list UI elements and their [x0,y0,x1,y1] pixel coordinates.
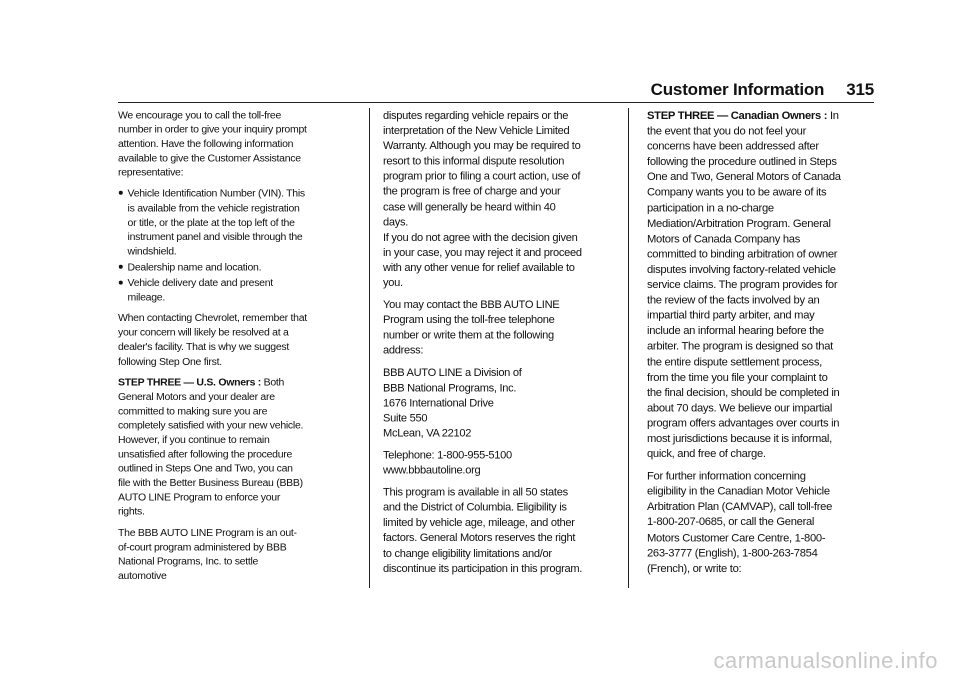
info-list [118,186,307,304]
step-three-canada-text: In the event that you do not feel your concerns have been addressed after following the procedure outlined in Steps One and Two, General Motors of Canada Company wants you to be aware of its participation in a no-charge Mediation/Arbitration Program. General Motors of Canada Company has committed to binding arbitration of owner disputes involving factory-related vehicle service claims. The program provides for the review of the facts involved by an impartial third party arbiter, and may include an informal hearing before the arbiter. The program is designed so that the entire dispute settlement process, from the time you file your complaint to the final decision, should be completed in about 70 days. We believe our impartial program offers advantages over courts in most jurisdictions because it is informal, quick, and free of charge. [647,108,841,460]
step-three-us-label: STEP THREE — U.S. Owners : [118,375,261,388]
address-line: McLean, VA 22102 [383,426,472,440]
list-item: Vehicle Identification Number (VIN). This is available from the vehicle registration or title, or the plate at the top left of the instrument panel and visible through the windshield. [118,186,307,258]
further-info-paragraph: For further information concerning eligibility in the Canadian Motor Vehicle Arbitration Plan (CAMVAP), call toll-free 1-800-207-0685, or call the General Motors Customer Care Centre, 1-800-263-3777 (English), 1-800-263-7854 (French), or write to: [647,469,833,575]
step-three-us-paragraph [118,375,307,519]
column-3 [647,108,844,583]
website: www.bbbautoline.org [383,463,481,477]
column-divider [369,108,370,588]
contact-paragraph: When contacting Chevrolet, remember that your concern will likely be resolved at a dealer's facility. That is why we suggest following Step One first. [118,311,307,367]
list-item: Dealership name and location. [118,260,307,274]
page-header [651,80,874,100]
section-title: Customer Information [650,80,825,99]
address-line: Suite 550 [383,411,428,424]
step-three-us-text: Both General Motors and your dealer are committed to making sure you are completely satisfied with your new vehicle. However, if you continue to remain unsatisfied after following the procedure outlined in Steps One and Two, you can file with the Better Business Bureau (BBB) AUTO LINE Program to enforce your rights. [118,375,304,518]
address-line: BBB AUTO LINE a Division of [383,365,522,379]
availability-paragraph: This program is available in all 50 states and the District of Columbia. Eligibility is limited by vehicle age, mileage, and other factors. General Motors reserves the right to change eligibility limitations and/or discontinue its participation in this program. [383,485,583,575]
step-three-canada-label: STEP THREE — Canadian Owners : [647,108,828,122]
address-line: 1676 International Drive [383,396,494,409]
header-rule [118,102,874,103]
watermark: carmanualsonline.info [713,648,938,673]
telephone: Telephone: 1-800-955-5100 [383,448,512,462]
bbb-intro-paragraph: The BBB AUTO LINE Program is an out-of-court program administered by BBB National Programs, Inc. to settle automotive [118,526,297,582]
step-three-canada-paragraph [647,108,844,462]
address-line: BBB National Programs, Inc. [383,380,517,394]
page-number: 315 [846,80,874,99]
bbb-continued-paragraph: disputes regarding vehicle repairs or the interpretation of the New Vehicle Limited Warranty. Although you may be required to resort to this informal dispute resolution program prior to filing a court action, use of the program is free of charge and your case will generally be heard within 40 days. [383,108,581,228]
bbb-contact-paragraph: You may contact the BBB AUTO LINE Program using the toll-free telephone number or write them at the following address: [383,298,560,357]
column-1 [118,108,307,583]
disagree-paragraph: If you do not agree with the decision given in your case, you may reject it and proceed with any other venue for relief available to you. [383,230,582,289]
intro-paragraph: We encourage you to call the toll-free number in order to give your inquiry prompt attention. Have the following information available to give the Customer Assistance representative: [118,108,307,179]
column-divider [628,108,629,588]
list-item: Vehicle delivery date and present mileage. [118,276,307,305]
column-2 [383,108,583,583]
